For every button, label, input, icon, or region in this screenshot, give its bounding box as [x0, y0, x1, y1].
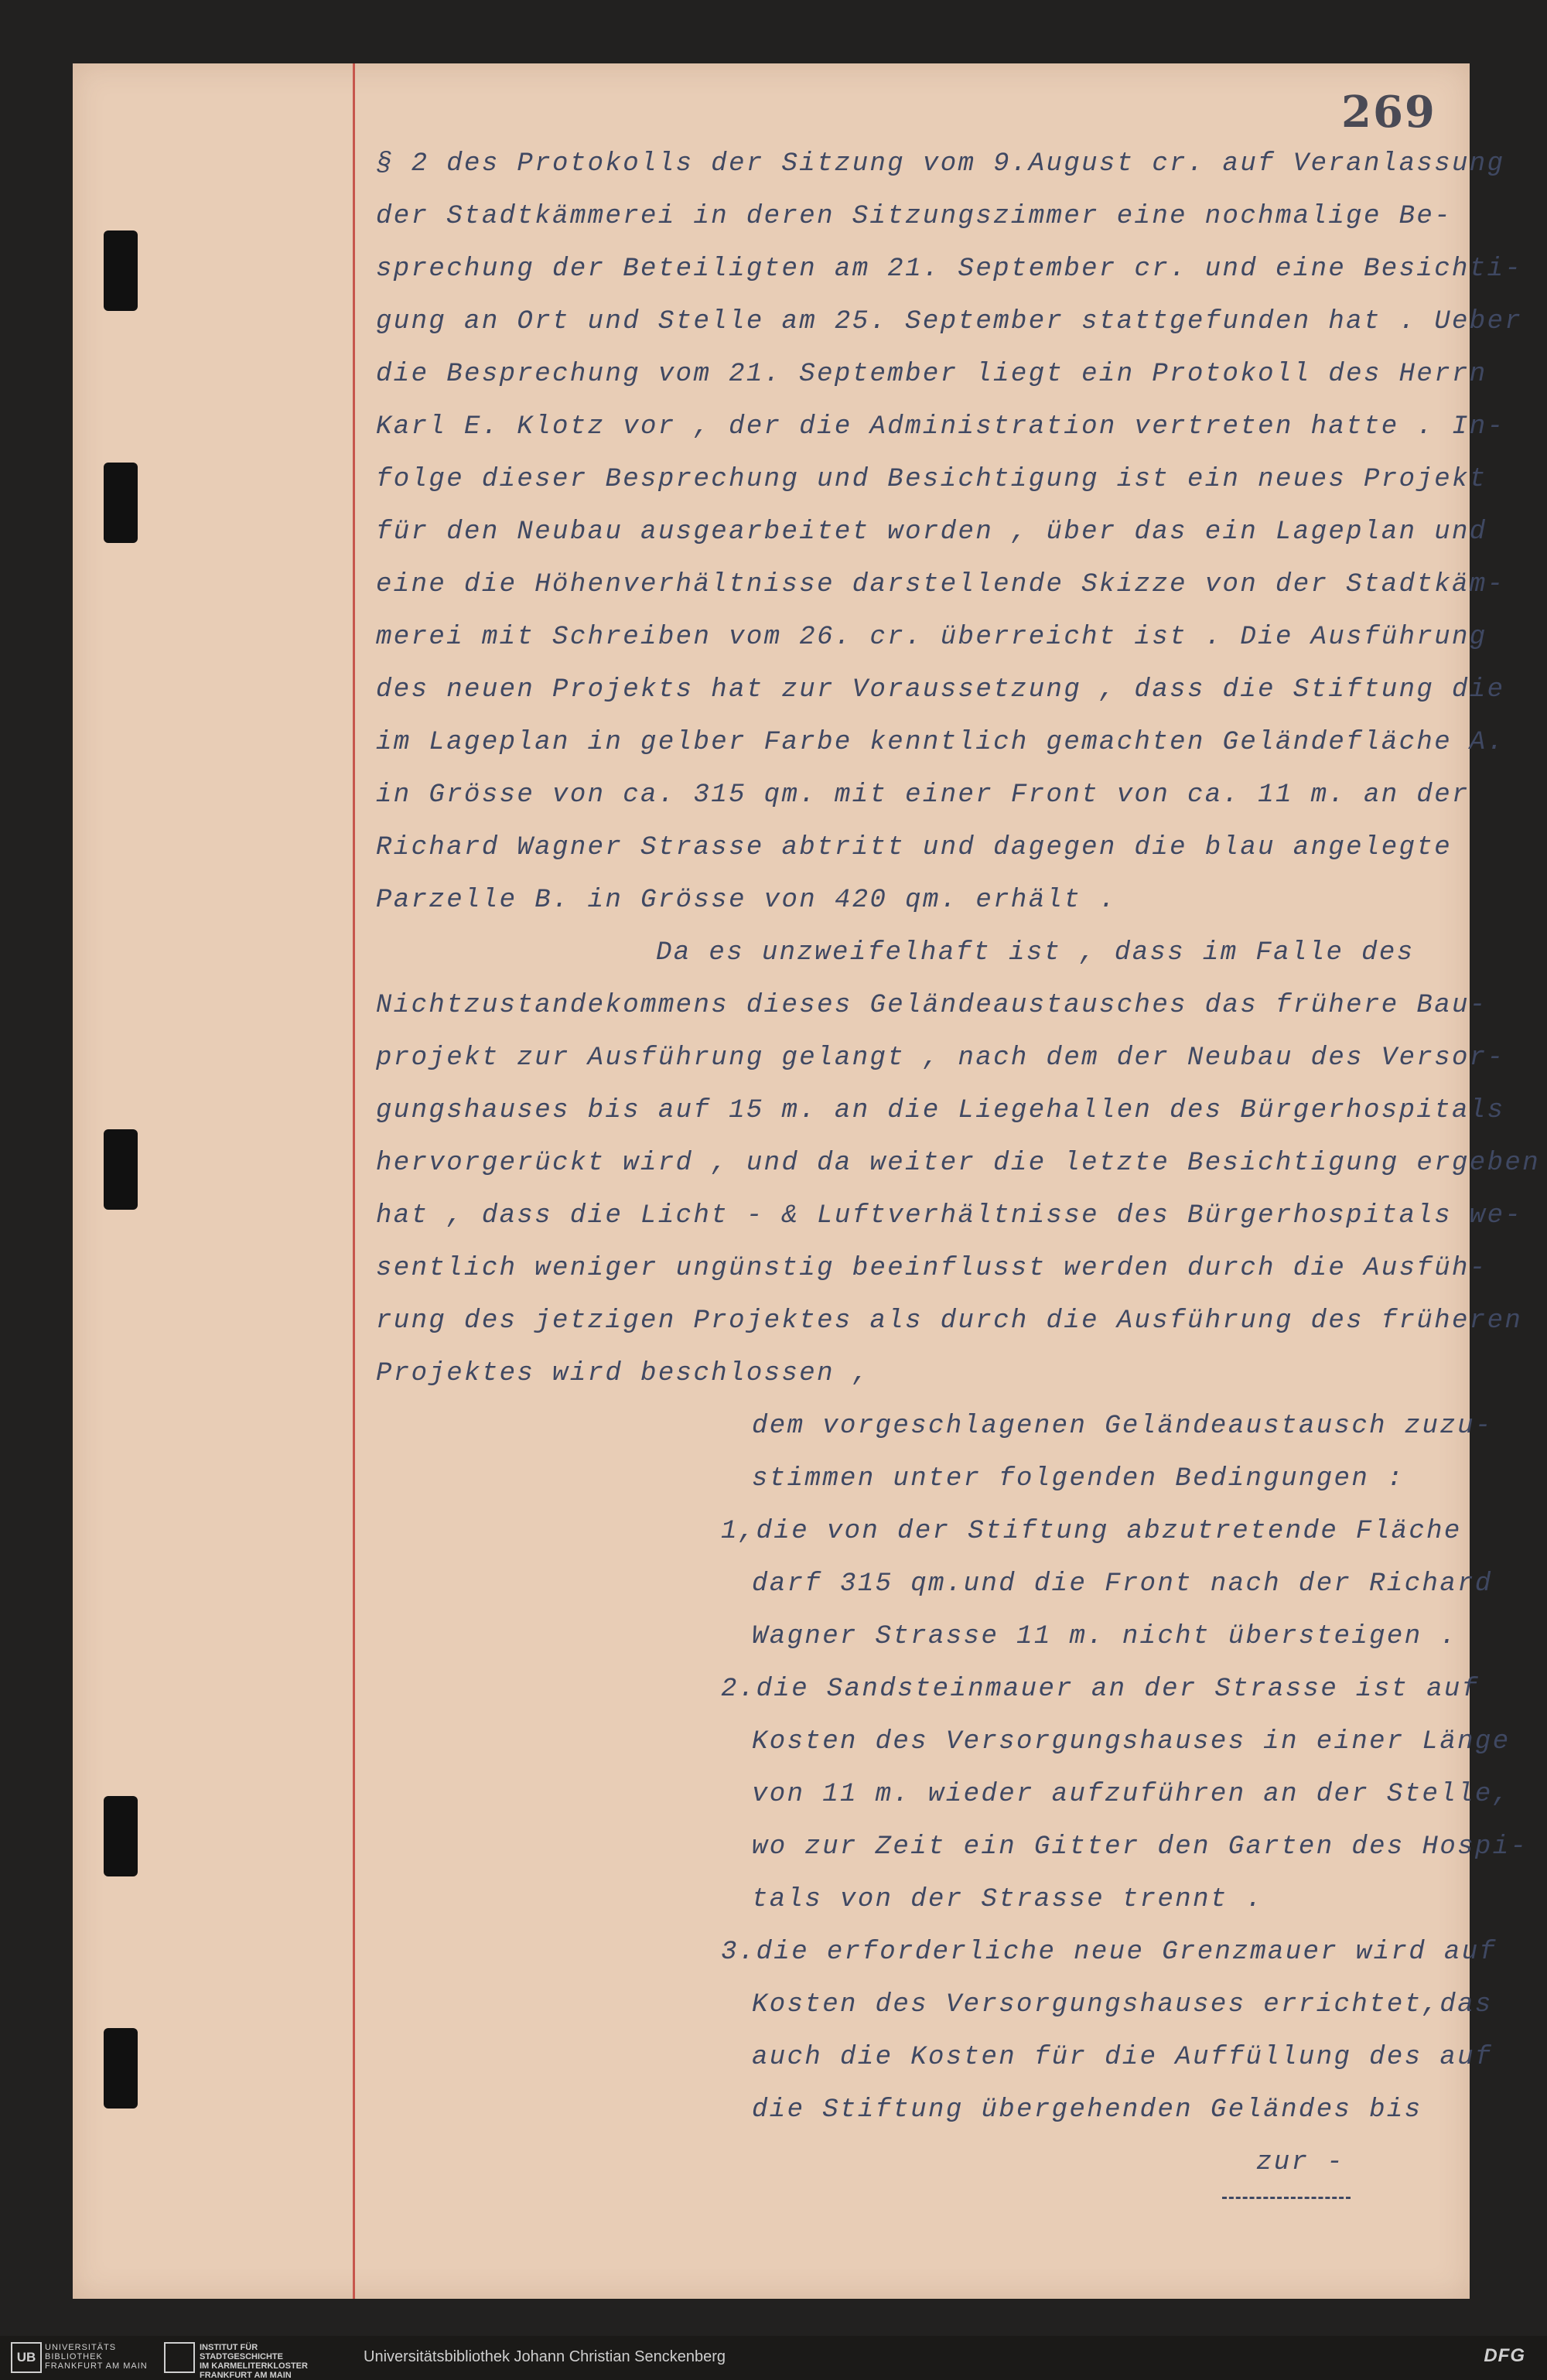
text-line: Da es unzweifelhaft ist , dass im Falle des	[656, 938, 1415, 968]
text-line: Richard Wagner Strasse abtritt und dagegen die blau angelegte	[376, 833, 1453, 862]
text-line: gung an Ort und Stelle am 25. September stattgefunden hat . Ueber	[376, 307, 1523, 336]
text-line: in Grösse von ca. 315 qm. mit einer Front von ca. 11 m. an der	[376, 780, 1470, 810]
ub-logo-text: UNIVERSITÄTS BIBLIOTHEK FRANKFURT AM MAIN	[45, 2343, 148, 2371]
ub-logo[interactable]: UB	[11, 2342, 42, 2373]
text-line: 2.die Sandsteinmauer an der Strasse ist auf	[721, 1675, 1480, 1704]
text-line: darf 315 qm.und die Front nach der Richard	[752, 1569, 1493, 1599]
text-line: Kosten des Versorgungshauses in einer Länge	[752, 1727, 1511, 1757]
viewer-footer	[0, 2336, 1547, 2378]
punch-hole	[104, 1129, 138, 1210]
catchword: zur -	[1256, 2148, 1345, 2177]
text-line: Kosten des Versorgungshauses errichtet,das	[752, 1990, 1493, 2020]
text-line: von 11 m. wieder aufzuführen an der Stelle,	[752, 1780, 1511, 1809]
text-line: Parzelle B. in Grösse von 420 qm. erhält .	[376, 886, 1117, 915]
text-line: die Besprechung vom 21. September liegt ein Protokoll des Herrn	[376, 360, 1487, 389]
text-line: Nichtzustandekommens dieses Geländeaustausches das frühere Bau-	[376, 991, 1487, 1020]
text-line: die Stiftung übergehenden Geländes bis	[752, 2095, 1422, 2125]
library-credit: Universitätsbibliothek Johann Christian Senckenberg	[364, 2348, 726, 2365]
text-line: hervorgerückt wird , und da weiter die letzte Besichtigung ergeben	[376, 1149, 1541, 1178]
text-line: gungshauses bis auf 15 m. an die Liegehallen des Bürgerhospitals	[376, 1096, 1505, 1125]
text-line: 3.die erforderliche neue Grenzmauer wird auf	[721, 1938, 1497, 1967]
text-line: projekt zur Ausführung gelangt , nach dem der Neubau des Versor-	[376, 1043, 1505, 1073]
document-page	[73, 63, 1541, 2299]
text-line: der Stadtkämmerei in deren Sitzungszimmer eine nochmalige Be-	[376, 202, 1453, 231]
text-line: eine die Höhenverhältnisse darstellende Skizze von der Stadtkäm-	[376, 570, 1505, 599]
text-line: für den Neubau ausgearbeitet worden , über das ein Lageplan und	[376, 517, 1487, 547]
text-line: dem vorgeschlagenen Geländeaustausch zuzu-	[752, 1412, 1493, 1441]
punch-hole	[104, 230, 138, 311]
text-line: stimmen unter folgenden Bedingungen :	[752, 1464, 1405, 1494]
text-line: folge dieser Besprechung und Besichtigung ist ein neues Projekt	[376, 465, 1487, 494]
punch-hole	[104, 1796, 138, 1876]
dashed-rule	[1222, 2197, 1351, 2199]
text-line: tals von der Strasse trennt .	[752, 1885, 1264, 1914]
text-line: wo zur Zeit ein Gitter den Garten des Hospi-	[752, 1832, 1528, 1862]
text-line: rung des jetzigen Projektes als durch die Ausführung des früheren	[376, 1306, 1523, 1336]
margin-rule	[353, 63, 355, 2299]
text-line: Karl E. Klotz vor , der die Administration vertreten hatte . In-	[376, 412, 1505, 442]
text-line: im Lageplan in gelber Farbe kenntlich gemachten Geländefläche A.	[376, 728, 1505, 757]
punch-hole	[104, 463, 138, 543]
text-line: sentlich weniger ungünstig beeinflusst werden durch die Ausfüh-	[376, 1254, 1487, 1283]
page-number: 269	[1341, 87, 1436, 138]
text-line: auch die Kosten für die Auffüllung des auf	[752, 2043, 1493, 2072]
text-line: Projektes wird beschlossen ,	[376, 1359, 870, 1388]
punch-hole	[104, 2028, 138, 2109]
text-line: 1,die von der Stiftung abzutretende Fläche	[721, 1517, 1462, 1546]
dfg-logo[interactable]: DFG	[1484, 2345, 1525, 2366]
text-line: Wagner Strasse 11 m. nicht übersteigen .	[752, 1622, 1458, 1651]
text-line: merei mit Schreiben vom 26. cr. überreicht ist . Die Ausführung	[376, 623, 1487, 652]
text-line: sprechung der Beteiligten am 21. September cr. und eine Besichti-	[376, 254, 1523, 284]
institute-logo-text: INSTITUT FÜR STADTGESCHICHTE IM KARMELITERKLOSTER FRANKFURT AM MAIN	[200, 2343, 308, 2380]
text-line: des neuen Projekts hat zur Voraussetzung , dass die Stiftung die	[376, 675, 1505, 705]
institute-logo-icon[interactable]	[164, 2342, 195, 2373]
text-line: § 2 des Protokolls der Sitzung vom 9.August cr. auf Veranlassung	[376, 149, 1505, 179]
text-line: hat , dass die Licht - & Luftverhältnisse des Bürgerhospitals we-	[376, 1201, 1523, 1231]
